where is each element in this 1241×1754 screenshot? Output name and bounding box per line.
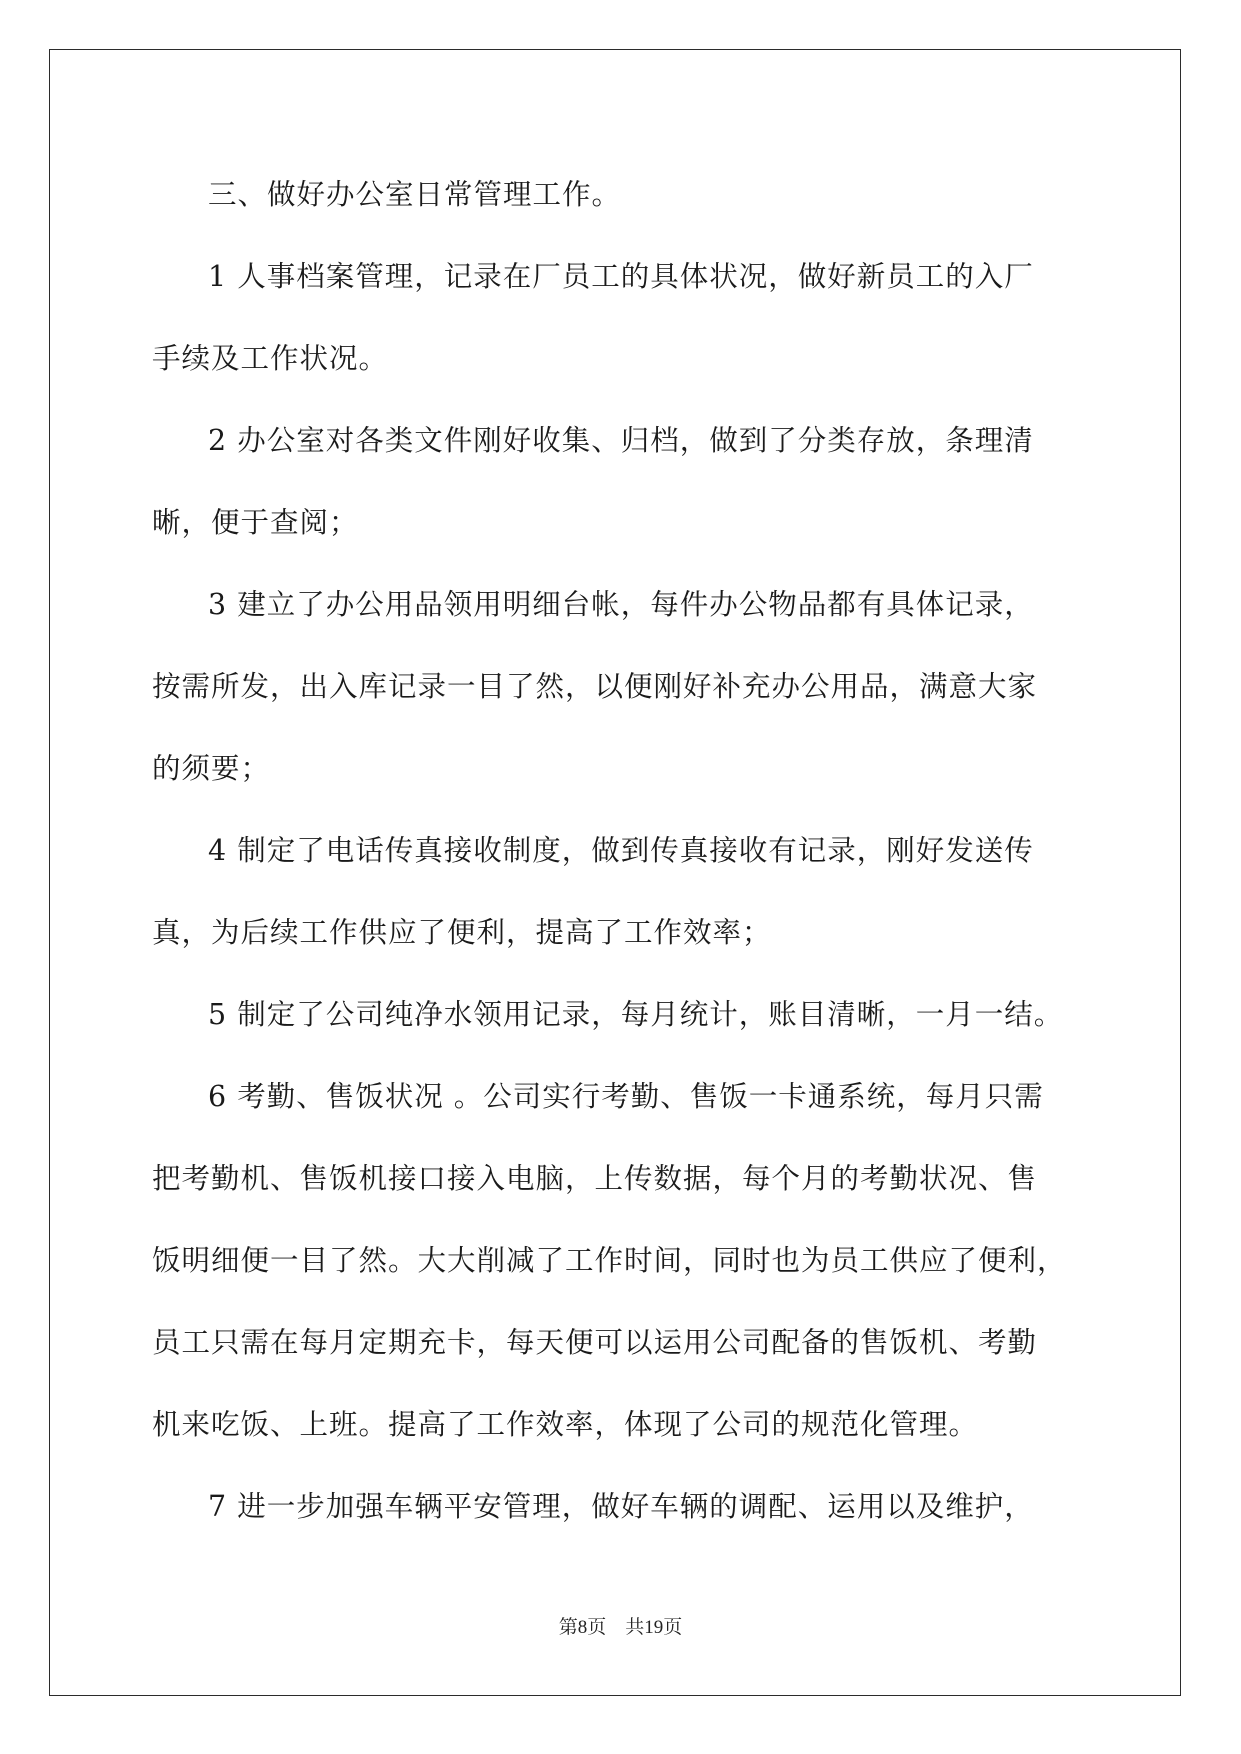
paragraph-line: 按需所发，出入库记录一目了然，以便刚好补充办公用品，满意大家 — [152, 670, 1038, 703]
paragraph-line: 3 建立了办公用品领用明细台帐，每件办公物品都有具体记录， — [208, 588, 1034, 621]
paragraph-line: 手续及工作状况。 — [152, 342, 389, 375]
document-body — [152, 154, 1092, 1548]
paragraph-line: 真，为后续工作供应了便利，提高了工作效率； — [152, 916, 772, 949]
paragraph-line: 7 进一步加强车辆平安管理，做好车辆的调配、运用以及维护， — [208, 1490, 1034, 1523]
paragraph-line: 晰，便于查阅； — [152, 506, 359, 539]
page-number: 第8页 共19页 — [558, 1617, 683, 1638]
paragraph-line: 饭明细便一目了然。大大削减了工作时间，同时也为员工供应了便利， — [152, 1244, 1067, 1277]
paragraph-line: 4 制定了电话传真接收制度，做到传真接收有记录，刚好发送传 — [208, 834, 1034, 867]
paragraph-line: 机来吃饭、上班。提高了工作效率，体现了公司的规范化管理。 — [152, 1408, 979, 1441]
paragraph-line: 2 办公室对各类文件刚好收集、归档，做到了分类存放，条理清 — [208, 424, 1034, 457]
paragraph-line: 1 人事档案管理，记录在厂员工的具体状况，做好新员工的入厂 — [208, 260, 1034, 293]
paragraph-line: 的须要； — [152, 752, 271, 785]
paragraph-line: 把考勤机、售饭机接口接入电脑，上传数据，每个月的考勤状况、售 — [152, 1162, 1038, 1195]
paragraph-line: 6 考勤、售饭状况 。公司实行考勤、售饭一卡通系统，每月只需 — [208, 1080, 1044, 1113]
section-heading: 三、做好办公室日常管理工作。 — [208, 178, 622, 211]
paragraph-line: 5 制定了公司纯净水领用记录，每月统计，账目清晰，一月一结。 — [208, 998, 1064, 1031]
paragraph-line: 员工只需在每月定期充卡，每天便可以运用公司配备的售饭机、考勤 — [152, 1326, 1038, 1359]
